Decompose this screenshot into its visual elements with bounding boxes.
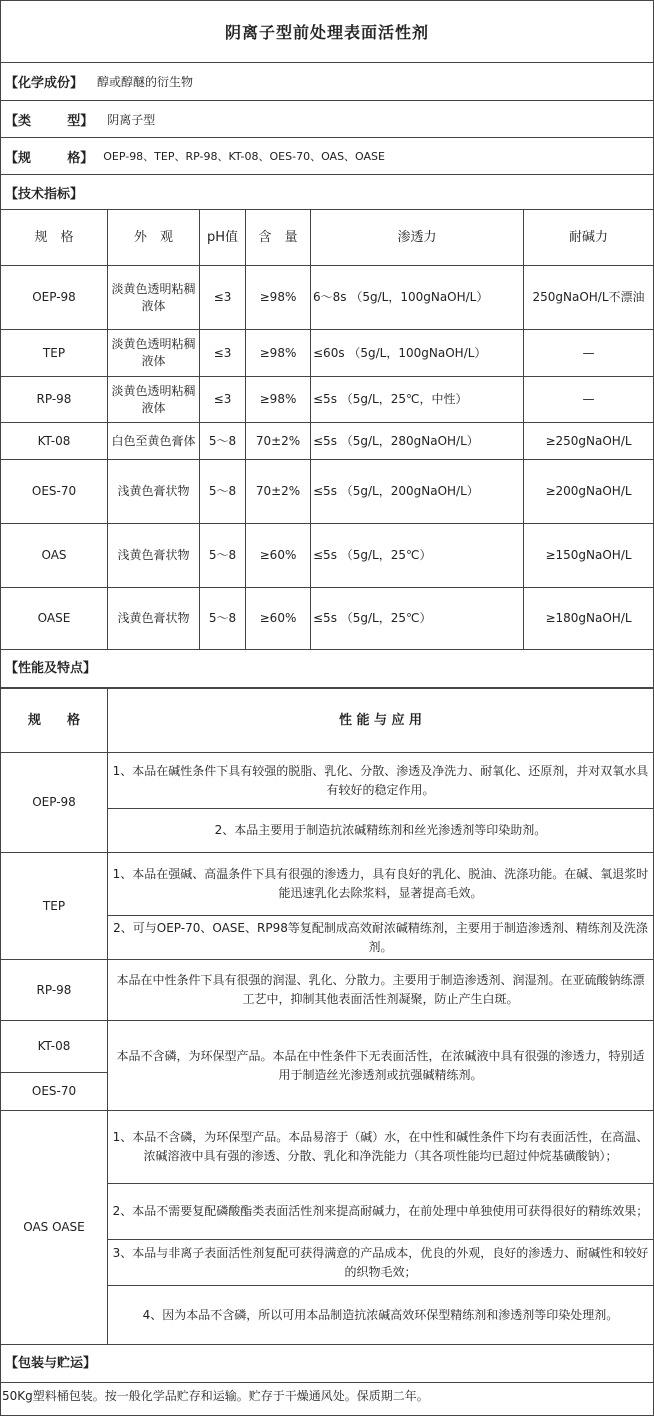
feature-desc-cell: 4、因为本品不含磷，所以可用本品制造抗浓碱高效环保型精练剂和渗透剂等印染处理剂。 [108, 1286, 654, 1345]
alkali-cell: — [524, 330, 654, 377]
feature-desc-cell: 2、本品不需要复配磷酸酯类表面活性剂来提高耐碱力，在前处理中单独使用可获得很好的精练效果； [108, 1184, 654, 1240]
spec-cell: OEP-98 [1, 266, 108, 330]
spec-cell: OASE [1, 588, 108, 650]
appearance-cell: 淡黄色透明粘稠液体 [108, 377, 200, 423]
ph-cell: ≤3 [200, 377, 246, 423]
tech-row [1, 588, 654, 650]
alkali-cell: ≥250gNaOH/L [524, 423, 654, 460]
features-header-usage: 性 能 与 应 用 [108, 689, 654, 753]
packing-section-label: 【包装与贮运】 [5, 1356, 97, 1371]
tech-spec-table [0, 209, 654, 688]
penetration-cell: 6～8s （5g/L，100gNaOH/L） [311, 266, 524, 330]
feature-spec-cell: OAS OASE [1, 1111, 108, 1345]
feature-spec-cell: OEP-98 [1, 753, 108, 853]
feature-spec-cell: RP-98 [1, 960, 108, 1021]
tech-row [1, 266, 654, 330]
packing-section-row [1, 1345, 654, 1383]
tech-header-content: 含 量 [246, 210, 311, 266]
ph-cell: 5～8 [200, 423, 246, 460]
appearance-cell: 淡黄色透明粘稠液体 [108, 266, 200, 330]
alkali-cell: ≥180gNaOH/L [524, 588, 654, 650]
features-section-row [1, 650, 654, 688]
feature-row [1, 960, 654, 1021]
alkali-cell: ≥200gNaOH/L [524, 460, 654, 524]
feature-desc-cell: 1、本品在强碱、高温条件下具有很强的渗透力，具有良好的乳化、脱油、洗涤功能。在碱、氧退浆时能迅速乳化去除浆料，显著提高毛效。 [108, 853, 654, 916]
features-header-spec: 规 格 [1, 689, 108, 753]
feature-spec-cell: OES-70 [1, 1073, 108, 1111]
feature-desc-cell: 1、本品不含磷，为环保型产品。本品易溶于（碱）水，在中性和碱性条件下均有表面活性，在高温、浓碱溶液中具有强的渗透、分散、乳化和净洗能力（其各项性能均已超过仲烷基磺酸钠）； [108, 1111, 654, 1184]
ph-cell: ≤3 [200, 330, 246, 377]
tech-row [1, 460, 654, 524]
penetration-cell: ≤5s （5g/L，25℃，中性） [311, 377, 524, 423]
feature-row [1, 1021, 654, 1073]
appearance-cell: 浅黄色膏状物 [108, 460, 200, 524]
tech-header-spec: 规 格 [1, 210, 108, 266]
tech-header-alkali: 耐碱力 [524, 210, 654, 266]
feature-desc-cell: 2、可与OEP-70、OASE、RP98等复配制成高效耐浓碱精练剂，主要用于制造渗透剂、精练剂及洗涤剂。 [108, 916, 654, 960]
spec-cell: RP-98 [1, 377, 108, 423]
feature-desc-cell: 本品在中性条件下具有很强的润湿、乳化、分散力。主要用于制造渗透剂、润湿剂。在亚硫酸钠练漂工艺中，抑制其他表面活性剂凝聚，防止产生白斑。 [108, 960, 654, 1021]
spec-cell: KT-08 [1, 423, 108, 460]
spec-cell: OAS [1, 524, 108, 588]
composition-value: 醇或醇醚的衍生物 [97, 75, 194, 89]
tech-header-ph: pH值 [200, 210, 246, 266]
spec-value: OEP-98、TEP、RP-98、KT-08、OES-70、OAS、OASE [103, 150, 385, 163]
tech-section-label: 【技术指标】 [5, 187, 84, 202]
features-section-text: 【性能及特点】 [5, 661, 97, 676]
feature-spec-cell: TEP [1, 853, 108, 960]
content-cell: ≥98% [246, 330, 311, 377]
ph-cell: 5～8 [200, 524, 246, 588]
penetration-cell: ≤5s （5g/L，25℃） [311, 524, 524, 588]
penetration-cell: ≤5s （5g/L，280gNaOH/L） [311, 423, 524, 460]
tech-row [1, 377, 654, 423]
packing-text: 50Kg塑料桶包装。按一般化学品贮存和运输。贮存于干燥通风处。保质期二年。 [2, 1389, 429, 1403]
penetration-cell: ≤60s （5g/L，100gNaOH/L） [311, 330, 524, 377]
feature-desc-cell: 2、本品主要用于制造抗浓碱精练剂和丝光渗透剂等印染助剂。 [108, 809, 654, 853]
feature-row [1, 1111, 654, 1184]
spec-label: 【规 格】 [5, 150, 94, 166]
type-value: 阴离子型 [107, 112, 156, 127]
page-title: 阴离子型前处理表面活性剂 [1, 1, 653, 63]
penetration-cell: ≤5s （5g/L，25℃） [311, 588, 524, 650]
spec-row [1, 138, 653, 175]
feature-desc-cell: 1、本品在碱性条件下具有较强的脱脂、乳化、分散、渗透及净洗力、耐氧化、还原剂，并对双氧水具有较好的稳定作用。 [108, 753, 654, 809]
appearance-cell: 浅黄色膏状物 [108, 524, 200, 588]
content-cell: ≥60% [246, 524, 311, 588]
alkali-cell: — [524, 377, 654, 423]
appearance-cell: 白色至黄色膏体 [108, 423, 200, 460]
features-section-label [1, 650, 654, 688]
tech-section-row [1, 175, 653, 210]
composition-row [1, 63, 653, 101]
feature-row [1, 853, 654, 916]
tech-row [1, 524, 654, 588]
spec-cell: TEP [1, 330, 108, 377]
ph-cell: 5～8 [200, 460, 246, 524]
alkali-cell: 250gNaOH/L不漂油 [524, 266, 654, 330]
feature-row [1, 753, 654, 809]
content-cell: 70±2% [246, 460, 311, 524]
alkali-cell: ≥150gNaOH/L [524, 524, 654, 588]
features-table [0, 688, 654, 1383]
feature-desc-cell: 3、本品与非离子表面活性剂复配可获得满意的产品成本，优良的外观，良好的渗透力、耐碱性和较好的织物毛效； [108, 1240, 654, 1286]
ph-cell: 5～8 [200, 588, 246, 650]
features-header-row [1, 689, 654, 753]
spec-cell: OES-70 [1, 460, 108, 524]
content-cell: 70±2% [246, 423, 311, 460]
tech-row [1, 330, 654, 377]
content-cell: ≥60% [246, 588, 311, 650]
appearance-cell: 淡黄色透明粘稠液体 [108, 330, 200, 377]
content-cell: ≥98% [246, 377, 311, 423]
ph-cell: ≤3 [200, 266, 246, 330]
tech-row [1, 423, 654, 460]
type-row [1, 101, 653, 138]
tech-header-appearance: 外 观 [108, 210, 200, 266]
penetration-cell: ≤5s （5g/L，200gNaOH/L） [311, 460, 524, 524]
content-cell: ≥98% [246, 266, 311, 330]
tech-header-penetration: 渗透力 [311, 210, 524, 266]
tech-header-row [1, 210, 654, 266]
packing-section-cell [1, 1345, 654, 1383]
appearance-cell: 浅黄色膏状物 [108, 588, 200, 650]
feature-desc-cell: 本品不含磷，为环保型产品。本品在中性条件下无表面活性，在浓碱液中具有很强的渗透力，特别适用于制造丝光渗透剂或抗强碱精练剂。 [108, 1021, 654, 1111]
composition-label: 【化学成份】 [5, 76, 84, 91]
feature-spec-cell: KT-08 [1, 1021, 108, 1073]
type-label: 【类 型】 [5, 113, 94, 129]
